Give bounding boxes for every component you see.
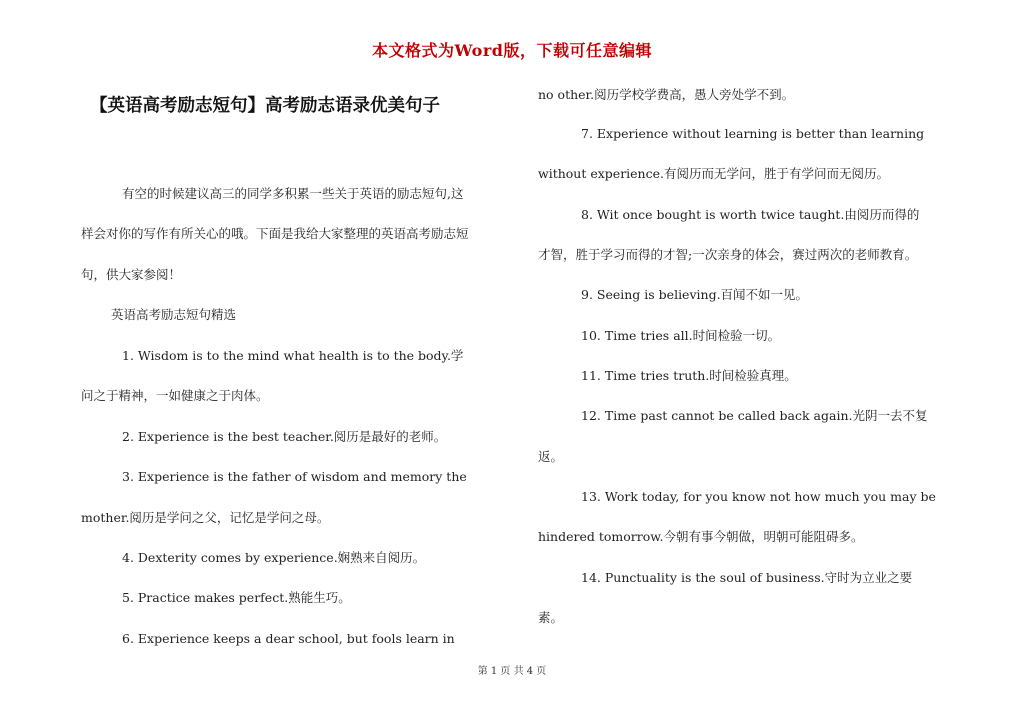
text-line: 13. Work today, for you know not how much you may be: [581, 489, 936, 504]
text-line: 7. Experience without learning is better than learning: [581, 126, 925, 141]
text-line: mother.阅历是学问之父，记忆是学问之母。: [81, 510, 330, 525]
text-line: 3. Experience is the father of wisdom and memory the: [122, 469, 467, 484]
text-line: 素。: [538, 610, 564, 625]
text-line: without experience.有阅历而无学问，胜于有学问而无阅历。: [538, 166, 889, 181]
text-line: 9. Seeing is believing.百闻不如一见。: [581, 287, 809, 302]
text-line: 1. Wisdom is to the mind what health is to the body.学: [122, 348, 464, 363]
text-line: 样会对你的写作有所关心的哦。下面是我给大家整理的英语高考励志短: [81, 226, 469, 241]
document-title: 【英语高考励志短句】高考励志语录优美句子: [90, 96, 440, 116]
text-line: 有空的时候建议高三的同学多积累一些关于英语的励志短句,这: [122, 186, 464, 201]
text-line: 返。: [538, 449, 564, 464]
text-line: 6. Experience keeps a dear school, but fools learn in: [122, 631, 455, 646]
text-line: 5. Practice makes perfect.熟能生巧。: [122, 590, 351, 605]
page-number-footer: 第 1 页 共 4 页: [477, 666, 547, 677]
text-line: 问之于精神，一如健康之于肉体。: [81, 388, 269, 403]
text-line: 2. Experience is the best teacher.阅历是最好的老师。: [122, 429, 447, 444]
text-line: hindered tomorrow.今朝有事今朝做，明朝可能阻碍多。: [538, 529, 864, 544]
text-line: 句，供大家参阅！: [81, 267, 182, 282]
text-line: 4. Dexterity comes by experience.娴熟来自阅历。: [122, 550, 426, 565]
section-heading: 英语高考励志短句精选: [111, 307, 237, 322]
text-line: 才智，胜于学习而得的才智;一次亲身的体会，赛过两次的老师教育。: [538, 247, 918, 262]
document-banner: 本文格式为Word版，下载可任意编辑: [372, 41, 652, 60]
text-line: 12. Time past cannot be called back again.光阴一去不复: [581, 408, 928, 423]
text-line: 14. Punctuality is the soul of business.守时为立业之要: [581, 570, 913, 585]
text-line: no other.阅历学校学费高，愚人旁处学不到。: [538, 87, 795, 102]
text-line: 8. Wit once bought is worth twice taught.由阅历而得的: [581, 207, 920, 222]
text-line: 10. Time tries all.时间检验一切。: [581, 328, 781, 343]
text-line: 11. Time tries truth.时间检验真理。: [581, 368, 797, 383]
